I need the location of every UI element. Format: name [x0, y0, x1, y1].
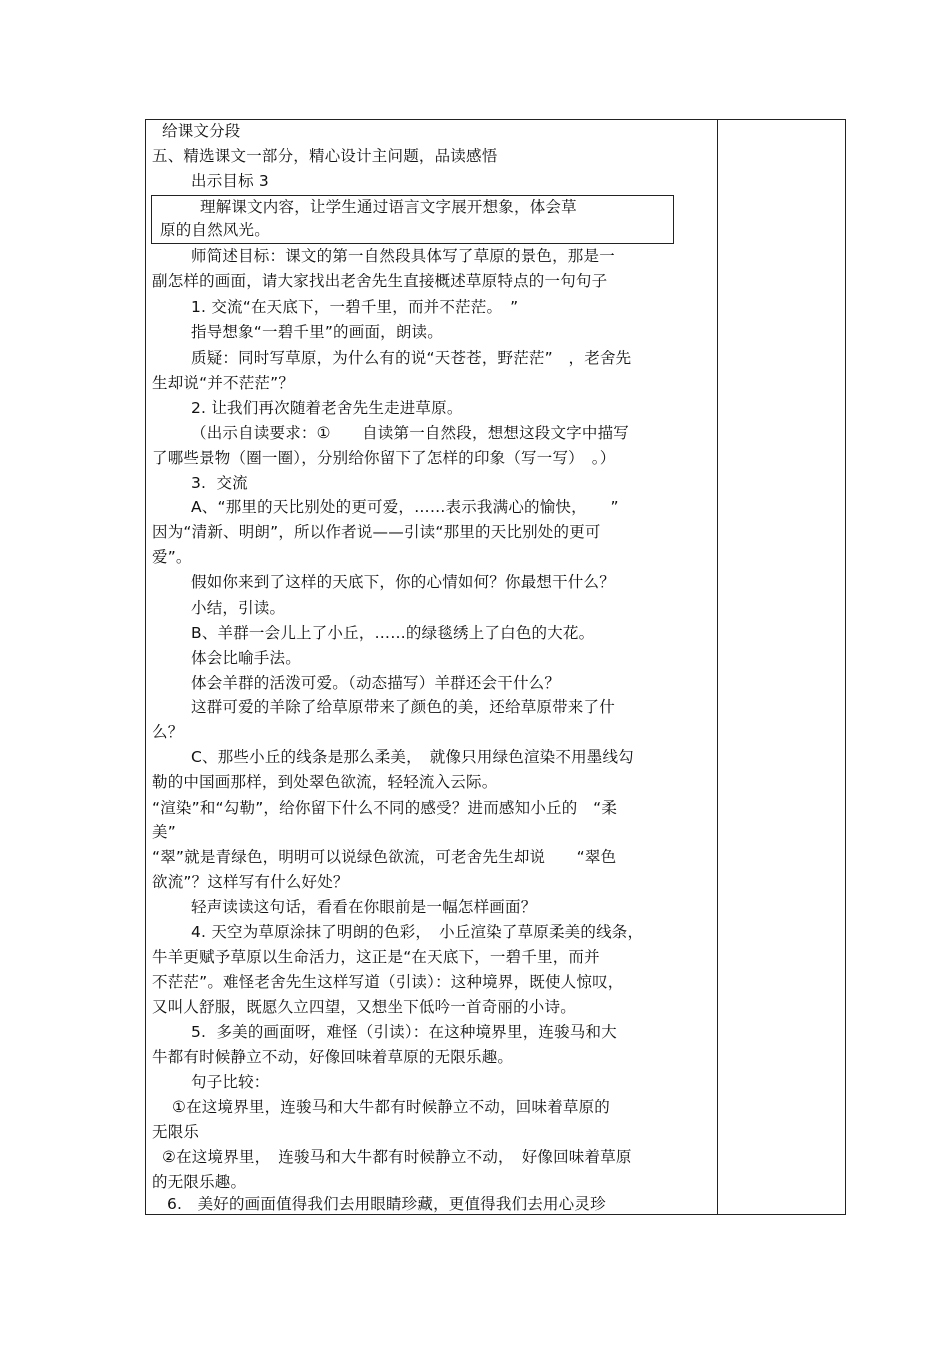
text-line: 副怎样的画面，请大家找出老舍先生直接概述草原特点的一句句子	[152, 272, 608, 290]
goal-text: 原的自然风光。	[160, 221, 270, 239]
text-line: 指导想象“一碧千里”的画面，朗读。	[191, 323, 443, 341]
text-line: 1. 交流“在天底下，一碧千里，而并不茫茫。 ”	[191, 298, 519, 316]
text-line: 质疑：同时写草原，为什么有的说“天苍苍，野茫茫” ，老舍先	[191, 349, 632, 367]
text-line: 不茫茫”。难怪老舍先生这样写道（引读）：这种境界，既使人惊叹，	[152, 973, 624, 991]
text-line: 因为“清新、明朗”，所以作者说——引读“那里的天比别处的更可	[152, 523, 601, 541]
text-line: 美”	[152, 823, 176, 841]
text-line: 体会比喻手法。	[191, 649, 301, 667]
text-line: C、那些小丘的线条是那么柔美， 就像只用绿色渲染不用墨线勾	[191, 748, 634, 766]
text-line: 给课文分段	[162, 122, 241, 140]
text-line: 这群可爱的羊除了给草原带来了颜色的美，还给草原带来了什	[191, 698, 615, 716]
column-divider	[717, 120, 718, 1214]
text-line: 5. 多美的画面呀，难怪（引读）：在这种境界里，连骏马和大	[191, 1023, 617, 1041]
text-line: 句子比较：	[191, 1073, 270, 1091]
text-line: 无限乐	[152, 1123, 200, 1141]
text-line: 又叫人舒服，既愿久立四望，又想坐下低吟一首奇丽的小诗。	[152, 998, 576, 1016]
text-line: 体会羊群的活泼可爱。（动态描写）羊群还会干什么？	[191, 674, 561, 692]
text-line: 2. 让我们再次随着老舍先生走进草原。	[191, 399, 463, 417]
text-line: ①在这境界里，连骏马和大牛都有时候静立不动，回味着草原的	[172, 1098, 610, 1116]
text-line: 牛羊更赋予草原以生命活力，这正是“在天底下，一碧千里，而并	[152, 948, 600, 966]
text-line: 4. 天空为草原涂抹了明朗的色彩， 小丘渲染了草原柔美的线条，	[191, 923, 644, 941]
text-line: 么？	[152, 723, 184, 741]
text-line: “翠”就是青绿色，明明可以说绿色欲流，可老舍先生却说 “翠色	[152, 848, 617, 866]
text-line: A、“那里的天比别处的更可爱，……表示我满心的愉快， ”	[191, 498, 619, 516]
text-line: 欲流”？这样写有什么好处？	[152, 873, 349, 891]
text-line: 6. 美好的画面值得我们去用眼睛珍藏，更值得我们去用心灵珍	[167, 1195, 606, 1213]
text-line: 了哪些景物（圈一圈），分别给你留下了怎样的印象（写一写） 。）	[152, 449, 616, 467]
text-line: 爱”。	[152, 548, 192, 566]
text-line: 师简述目标：课文的第一自然段具体写了草原的景色，那是一	[191, 247, 615, 265]
text-line: B、羊群一会儿上了小丘，……的绿毯绣上了白色的大花。	[191, 624, 595, 642]
text-line: ②在这境界里， 连骏马和大牛都有时候静立不动， 好像回味着草原	[162, 1148, 632, 1166]
text-line: 假如你来到了这样的天底下，你的心情如何？你最想干什么？	[191, 573, 615, 591]
text-line: 小结，引读。	[191, 599, 286, 617]
text-line: 牛都有时候静立不动，好像回味着草原的无限乐趣。	[152, 1048, 514, 1066]
goal-text: 理解课文内容，让学生通过语言文字展开想象，体会草	[200, 198, 577, 216]
text-line: 出示目标 3	[191, 172, 269, 190]
text-line: 轻声读读这句话，看看在你眼前是一幅怎样画面？	[191, 898, 537, 916]
section-heading: 五、精选课文一部分，精心设计主问题，品读感悟	[152, 147, 498, 165]
text-line: “渲染”和“勾勒”，给你留下什么不同的感受？进而感知小丘的 “柔	[152, 799, 618, 817]
text-line: 的无限乐趣。	[152, 1173, 247, 1191]
text-line: 生却说“并不茫茫”？	[152, 374, 295, 392]
text-line: （出示自读要求：① 自读第一自然段，想想这段文字中描写	[191, 424, 629, 442]
text-line: 勒的中国画那样，到处翠色欲流，轻轻流入云际。	[152, 773, 498, 791]
text-line: 3. 交流	[191, 474, 248, 492]
